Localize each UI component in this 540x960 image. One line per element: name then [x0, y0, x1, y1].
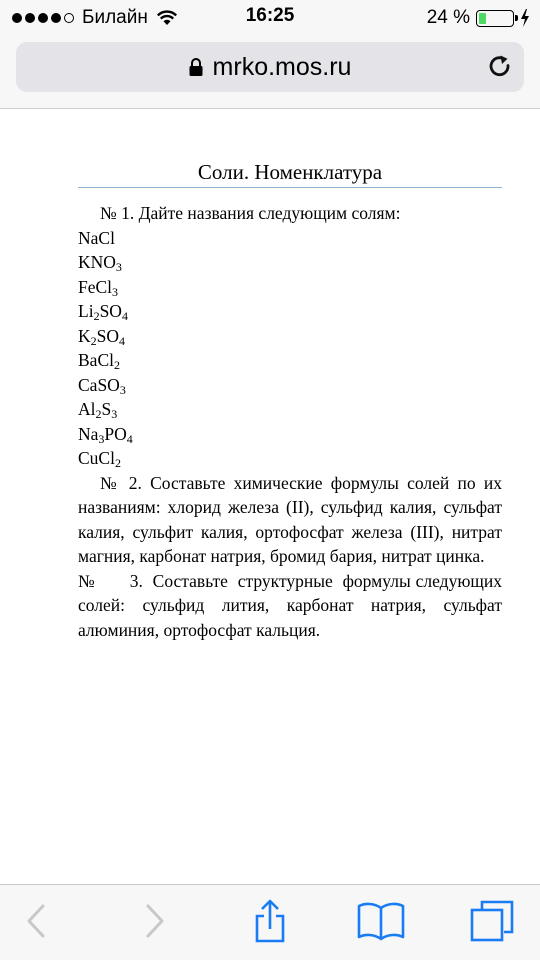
formula-item: FeCl$_3$: [78, 276, 119, 299]
battery-percent: 24 %: [426, 7, 470, 28]
share-button[interactable]: [248, 899, 292, 943]
back-icon: [26, 904, 46, 938]
back-button[interactable]: [14, 899, 58, 943]
formula-list: [78, 226, 502, 471]
task-2-text: № 2. Составьте химические формулы солей по их названиям: хлорид железа (II), сульфид калия, сульфат калия, сульфит калия, ортофосфат железа (III), нитрат магния, карбонат натрия, бромид бария, нитрат цинка.: [78, 472, 502, 566]
title-divider: [78, 187, 502, 188]
tabs-button[interactable]: [470, 899, 514, 943]
reload-icon[interactable]: [486, 53, 514, 81]
bookmarks-button[interactable]: [356, 899, 406, 943]
task-1-heading: № 1. Дайте названия следующим солям:: [100, 203, 401, 223]
formula-item: $Na_3PO_4$: [78, 423, 133, 446]
battery-icon: [476, 10, 514, 27]
formula-item: CaSO$_3$: [78, 374, 126, 397]
document-body: [78, 201, 507, 642]
tabs-icon: [470, 900, 514, 942]
formula-item: CuCl$_2$: [78, 448, 121, 470]
forward-button[interactable]: [133, 899, 177, 943]
formula-item: NaCl: [78, 227, 115, 248]
carrier-name: Билайн: [82, 7, 148, 28]
task-3-text: № 3. Составьте структурные формулы следующих солей: сульфид лития, карбонат натрия, сульфат алюминия, ортофосфат кальция.: [78, 570, 507, 640]
formula-item: $Li_2SO_4$: [78, 301, 128, 323]
share-icon: [253, 899, 287, 943]
browser-header: [0, 36, 540, 109]
charging-icon: [520, 9, 530, 27]
forward-icon: [145, 904, 165, 938]
status-bar: [0, 0, 540, 36]
formula-item: $KNO_3$: [78, 252, 122, 274]
status-time: 16:25: [245, 5, 295, 26]
document-title: Соли. Номенклатура: [197, 160, 383, 184]
formula-item: $K_2SO_4$: [78, 325, 126, 348]
browser-toolbar: [0, 884, 540, 960]
battery-level: [479, 13, 486, 24]
bookmarks-icon: [357, 901, 405, 941]
formula-item: $Al_2S_3$: [78, 399, 118, 421]
web-page-content: [0, 109, 540, 884]
status-right: [427, 5, 530, 31]
address-bar[interactable]: [16, 42, 524, 92]
url-text: mrko.mos.ru: [212, 52, 352, 81]
url-display[interactable]: [16, 42, 524, 92]
lock-icon: [189, 58, 203, 76]
formula-item: BaCl$_2$: [78, 350, 120, 372]
